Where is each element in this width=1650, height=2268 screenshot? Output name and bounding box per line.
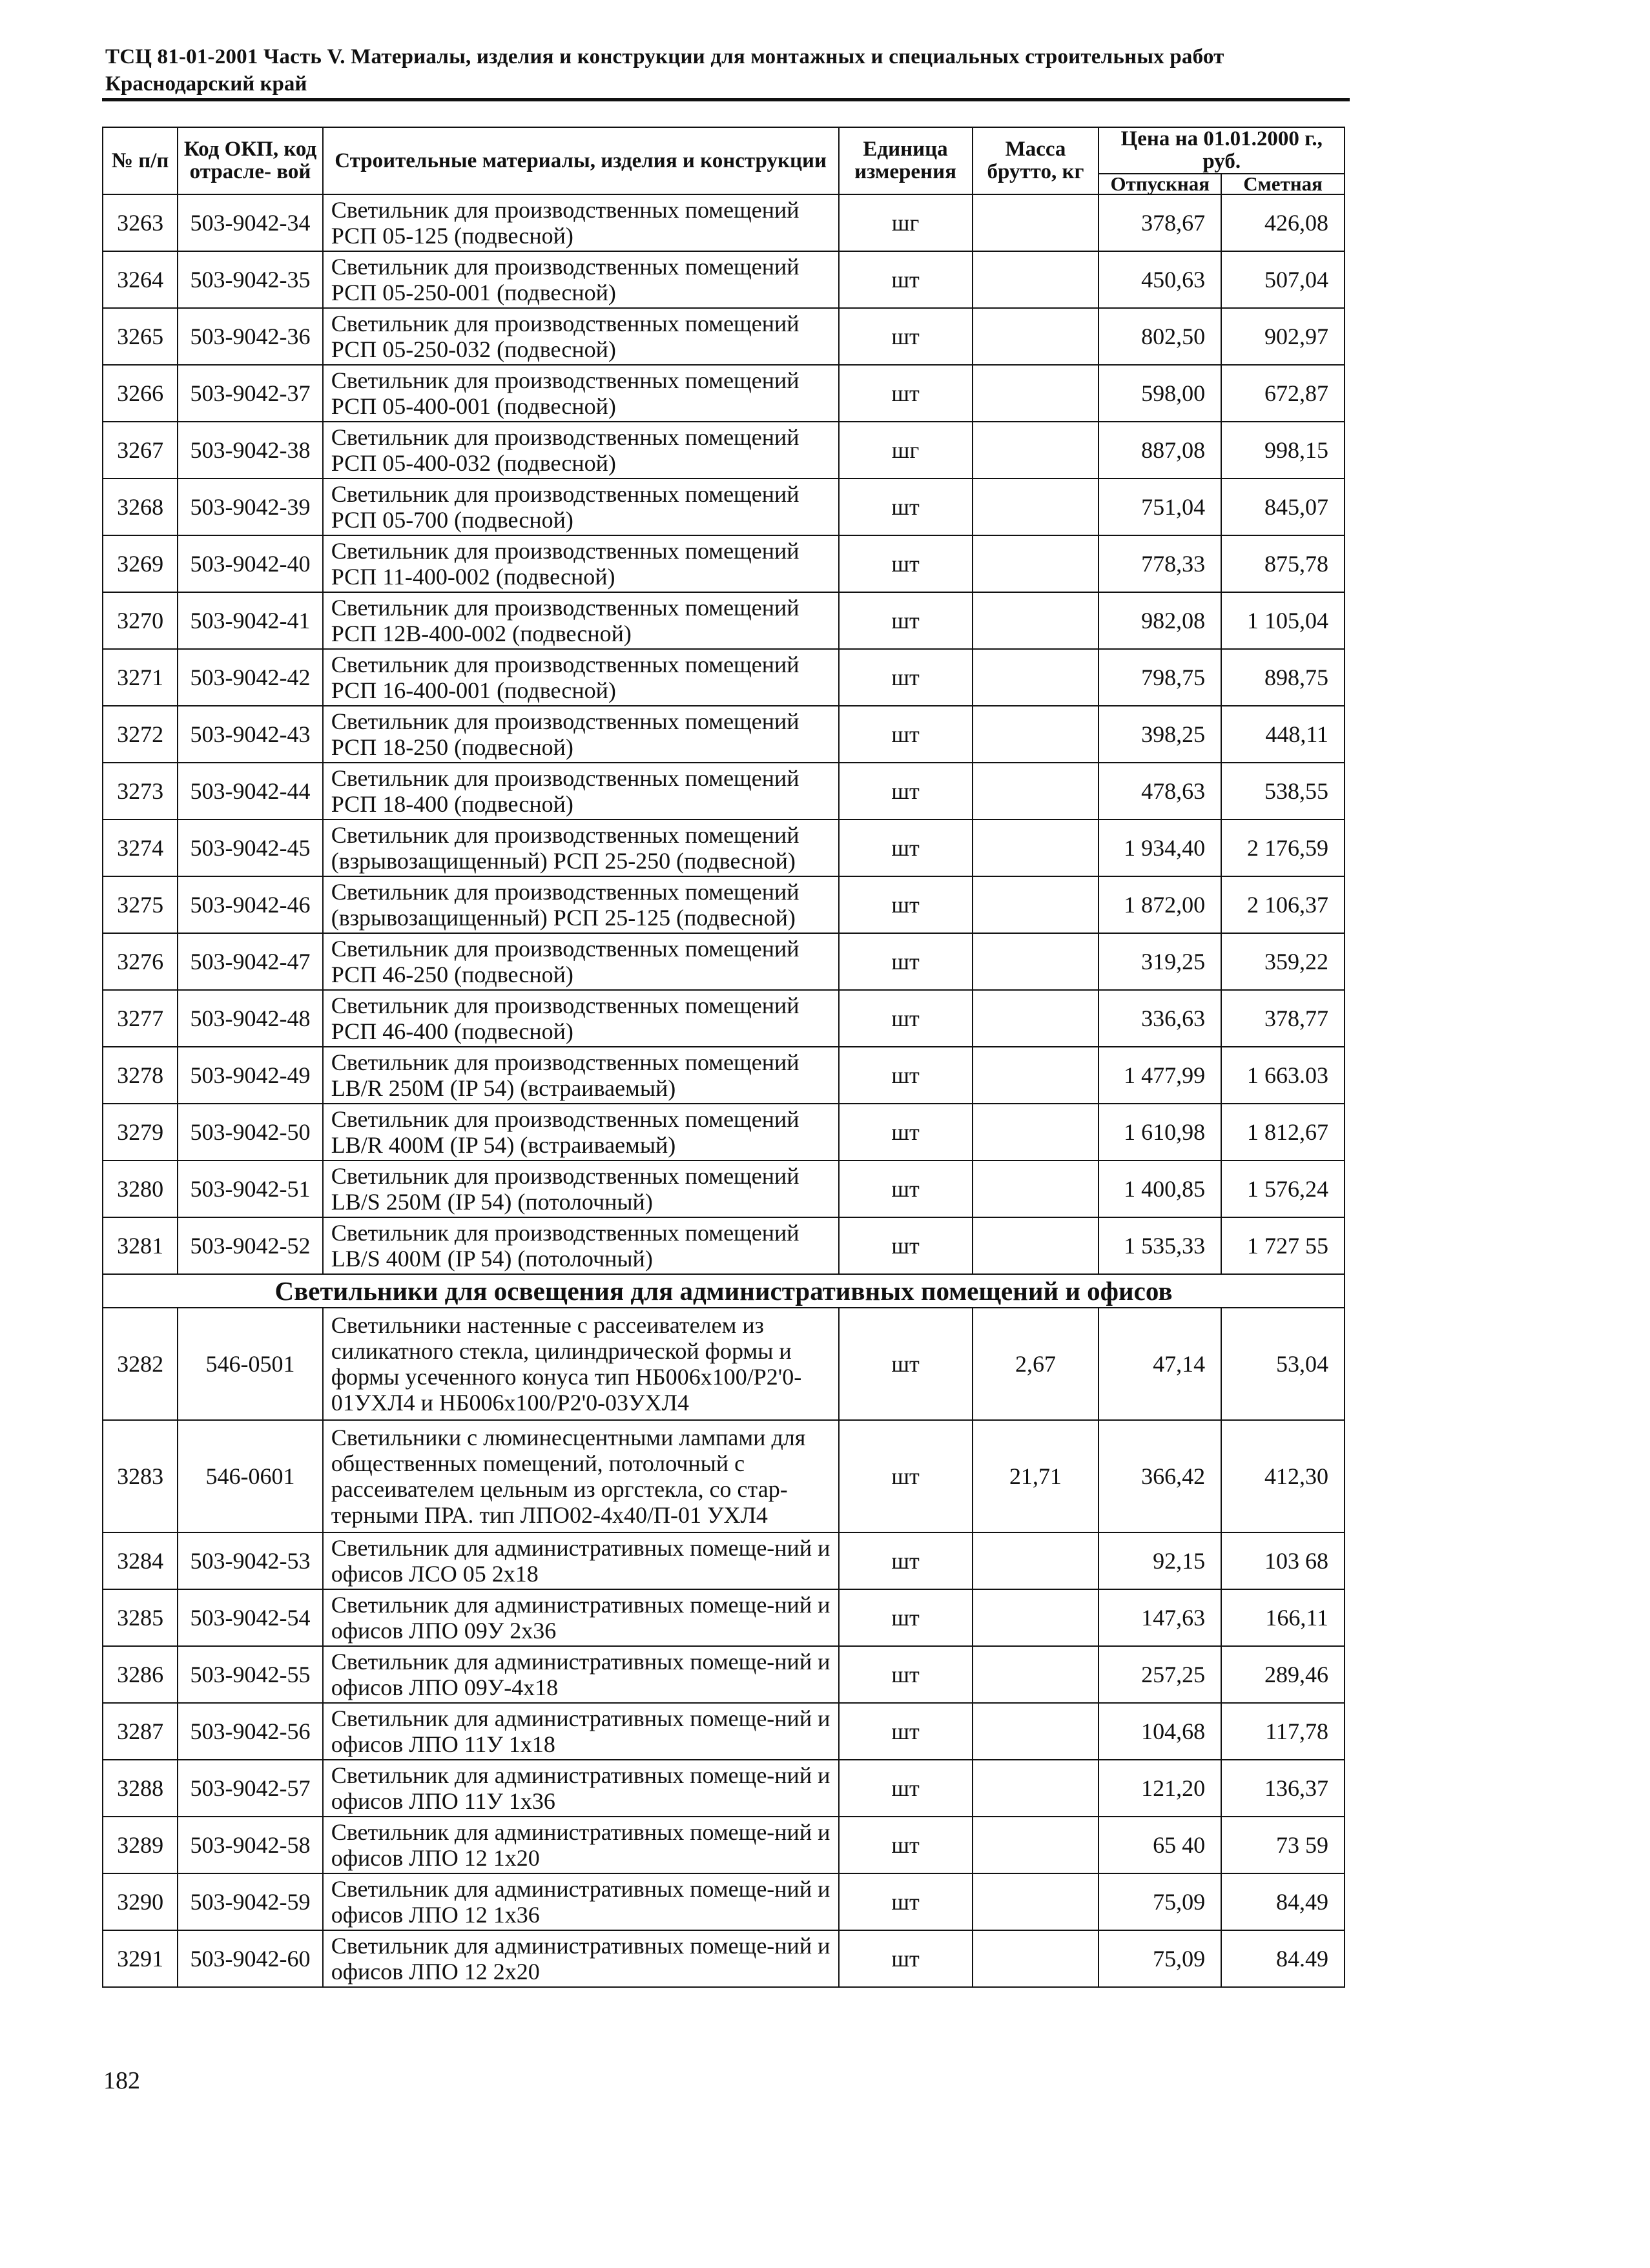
row-price-estimate-cell: 898,75 [1221, 649, 1345, 706]
row-name-cell: Светильники настенные с рассеивателем из силикатного стекла, цилиндрической формы и формы усеченного конуса тип НБ006х100/Р2'0-01УХЛ4 и НБ006х100/Р2'0-03УХЛ4 [323, 1308, 839, 1420]
row-number-cell: 3264 [103, 251, 178, 308]
row-name-cell: Светильник для производственных помещений РСП 16-400-001 (подвесной) [323, 649, 839, 706]
row-name-cell: Светильник для производственных помещений РСП 05-700 (подвесной) [323, 479, 839, 535]
row-unit-cell: шт [839, 1160, 973, 1217]
table-row [103, 1308, 1345, 1420]
row-mass-cell [973, 1817, 1099, 1873]
row-code-cell: 503-9042-55 [178, 1646, 322, 1703]
row-name-cell: Светильник для производственных помещений LB/S 250M (IP 54) (потолочный) [323, 1160, 839, 1217]
table-row [103, 194, 1345, 251]
table-row [103, 1217, 1345, 1274]
row-number-cell: 3291 [103, 1930, 178, 1987]
row-unit-cell: шт [839, 1703, 973, 1760]
row-code-cell: 503-9042-49 [178, 1047, 322, 1104]
running-header-region: Краснодарский край [105, 72, 307, 96]
table-body-office [103, 1308, 1345, 1987]
row-mass-cell [973, 365, 1099, 422]
row-mass-cell: 21,71 [973, 1420, 1099, 1532]
row-number-cell: 3269 [103, 535, 178, 592]
row-price-release-cell: 65 40 [1098, 1817, 1221, 1873]
row-unit-cell: шт [839, 990, 973, 1047]
row-price-estimate-cell: 103 68 [1221, 1532, 1345, 1589]
row-name-cell: Светильник для производственных помещений РСП 05-400-001 (подвесной) [323, 365, 839, 422]
row-mass-cell [973, 649, 1099, 706]
row-unit-cell: шт [839, 763, 973, 820]
row-price-release-cell: 75,09 [1098, 1930, 1221, 1987]
row-number-cell: 3278 [103, 1047, 178, 1104]
row-price-estimate-cell: 1 576,24 [1221, 1160, 1345, 1217]
row-code-cell: 503-9042-46 [178, 876, 322, 933]
row-price-estimate-cell: 84.49 [1221, 1930, 1345, 1987]
row-name-cell: Светильник для производственных помещений РСП 46-250 (подвесной) [323, 933, 839, 990]
row-mass-cell [973, 933, 1099, 990]
table-row [103, 1930, 1345, 1987]
table-row [103, 876, 1345, 933]
row-number-cell: 3284 [103, 1532, 178, 1589]
row-unit-cell: шт [839, 820, 973, 876]
row-number-cell: 3285 [103, 1589, 178, 1646]
row-price-estimate-cell: 289,46 [1221, 1646, 1345, 1703]
row-mass-cell [973, 592, 1099, 649]
row-code-cell: 503-9042-35 [178, 251, 322, 308]
row-unit-cell: шт [839, 1760, 973, 1817]
row-price-release-cell: 147,63 [1098, 1589, 1221, 1646]
row-code-cell: 546-0501 [178, 1308, 322, 1420]
row-price-estimate-cell: 1 663.03 [1221, 1047, 1345, 1104]
row-code-cell: 503-9042-53 [178, 1532, 322, 1589]
price-table [102, 127, 1345, 1988]
row-mass-cell [973, 1703, 1099, 1760]
row-number-cell: 3275 [103, 876, 178, 933]
row-number-cell: 3288 [103, 1760, 178, 1817]
row-unit-cell: шт [839, 1532, 973, 1589]
table-row [103, 1873, 1345, 1930]
row-code-cell: 503-9042-36 [178, 308, 322, 365]
row-price-estimate-cell: 53,04 [1221, 1308, 1345, 1420]
row-code-cell: 503-9042-43 [178, 706, 322, 763]
table-row [103, 990, 1345, 1047]
row-number-cell: 3270 [103, 592, 178, 649]
row-unit-cell: шт [839, 592, 973, 649]
row-code-cell: 503-9042-50 [178, 1104, 322, 1160]
row-unit-cell: шт [839, 535, 973, 592]
row-mass-cell [973, 535, 1099, 592]
row-unit-cell: шт [839, 1217, 973, 1274]
row-price-release-cell: 378,67 [1098, 194, 1221, 251]
row-name-cell: Светильник для административных помеще-ний и офисов ЛПО 12 1х20 [323, 1817, 839, 1873]
row-price-release-cell: 336,63 [1098, 990, 1221, 1047]
row-number-cell: 3267 [103, 422, 178, 479]
col-header-price-estimate: Сметная [1221, 174, 1345, 194]
row-price-release-cell: 887,08 [1098, 422, 1221, 479]
col-header-price: Цена на 01.01.2000 г., руб. [1098, 127, 1345, 174]
row-mass-cell [973, 1589, 1099, 1646]
row-code-cell: 503-9042-34 [178, 194, 322, 251]
row-mass-cell [973, 422, 1099, 479]
table-row [103, 479, 1345, 535]
row-price-release-cell: 366,42 [1098, 1420, 1221, 1532]
row-name-cell: Светильник для производственных помещений РСП 11-400-002 (подвесной) [323, 535, 839, 592]
row-unit-cell: шт [839, 933, 973, 990]
row-number-cell: 3272 [103, 706, 178, 763]
row-unit-cell: шт [839, 479, 973, 535]
table-row [103, 1160, 1345, 1217]
row-code-cell: 503-9042-54 [178, 1589, 322, 1646]
row-price-estimate-cell: 845,07 [1221, 479, 1345, 535]
row-number-cell: 3289 [103, 1817, 178, 1873]
row-name-cell: Светильник для административных помеще-ний и офисов ЛСО 05 2х18 [323, 1532, 839, 1589]
row-mass-cell [973, 1047, 1099, 1104]
row-code-cell: 503-9042-37 [178, 365, 322, 422]
table-row [103, 649, 1345, 706]
row-number-cell: 3282 [103, 1308, 178, 1420]
row-number-cell: 3287 [103, 1703, 178, 1760]
table-section [103, 1274, 1345, 1308]
row-price-estimate-cell: 426,08 [1221, 194, 1345, 251]
table-row [103, 1589, 1345, 1646]
row-number-cell: 3274 [103, 820, 178, 876]
col-header-num: № п/п [103, 127, 178, 194]
row-number-cell: 3266 [103, 365, 178, 422]
row-code-cell: 503-9042-42 [178, 649, 322, 706]
row-unit-cell: шт [839, 1047, 973, 1104]
row-code-cell: 503-9042-56 [178, 1703, 322, 1760]
row-number-cell: 3271 [103, 649, 178, 706]
section-title: Светильники для освещения для административных помещений и офисов [103, 1274, 1345, 1308]
row-name-cell: Светильник для производственных помещений РСП 05-400-032 (подвесной) [323, 422, 839, 479]
row-name-cell: Светильник для производственных помещений LB/R 250M (IP 54) (встраиваемый) [323, 1047, 839, 1104]
row-name-cell: Светильник для административных помеще-ний и офисов ЛПО 12 2х20 [323, 1930, 839, 1987]
row-name-cell: Светильник для производственных помещений LB/R 400M (IP 54) (встраиваемый) [323, 1104, 839, 1160]
row-number-cell: 3263 [103, 194, 178, 251]
row-unit-cell: шт [839, 1930, 973, 1987]
row-mass-cell [973, 763, 1099, 820]
row-price-estimate-cell: 136,37 [1221, 1760, 1345, 1817]
row-price-release-cell: 1 610,98 [1098, 1104, 1221, 1160]
row-code-cell: 503-9042-52 [178, 1217, 322, 1274]
table-row [103, 820, 1345, 876]
row-unit-cell: шт [839, 1104, 973, 1160]
row-code-cell: 503-9042-44 [178, 763, 322, 820]
row-number-cell: 3268 [103, 479, 178, 535]
row-price-estimate-cell: 2 176,59 [1221, 820, 1345, 876]
row-number-cell: 3286 [103, 1646, 178, 1703]
row-price-release-cell: 398,25 [1098, 706, 1221, 763]
row-price-estimate-cell: 1 105,04 [1221, 592, 1345, 649]
row-unit-cell: шт [839, 876, 973, 933]
row-number-cell: 3273 [103, 763, 178, 820]
row-price-estimate-cell: 166,11 [1221, 1589, 1345, 1646]
row-name-cell: Светильник для производственных помещений РСП 46-400 (подвесной) [323, 990, 839, 1047]
row-name-cell: Светильник для производственных помещений (взрывозащищенный) РСП 25-125 (подвесной) [323, 876, 839, 933]
row-price-release-cell: 751,04 [1098, 479, 1221, 535]
table-body-industrial [103, 194, 1345, 1274]
row-mass-cell [973, 1873, 1099, 1930]
row-price-release-cell: 257,25 [1098, 1646, 1221, 1703]
row-mass-cell: 2,67 [973, 1308, 1099, 1420]
row-price-estimate-cell: 538,55 [1221, 763, 1345, 820]
row-code-cell: 503-9042-40 [178, 535, 322, 592]
row-price-release-cell: 450,63 [1098, 251, 1221, 308]
row-price-release-cell: 1 477,99 [1098, 1047, 1221, 1104]
row-unit-cell: шт [839, 308, 973, 365]
row-mass-cell [973, 1104, 1099, 1160]
row-unit-cell: шт [839, 251, 973, 308]
col-header-price-release: Отпускная [1098, 174, 1221, 194]
row-price-release-cell: 92,15 [1098, 1532, 1221, 1589]
row-mass-cell [973, 876, 1099, 933]
table-row [103, 933, 1345, 990]
row-mass-cell [973, 308, 1099, 365]
row-number-cell: 3277 [103, 990, 178, 1047]
row-mass-cell [973, 990, 1099, 1047]
row-price-estimate-cell: 412,30 [1221, 1420, 1345, 1532]
row-price-estimate-cell: 1 812,67 [1221, 1104, 1345, 1160]
row-code-cell: 503-9042-39 [178, 479, 322, 535]
row-code-cell: 546-0601 [178, 1420, 322, 1532]
row-unit-cell: шт [839, 649, 973, 706]
row-code-cell: 503-9042-60 [178, 1930, 322, 1987]
row-mass-cell [973, 1217, 1099, 1274]
row-name-cell: Светильник для производственных помещений РСП 12В-400-002 (подвесной) [323, 592, 839, 649]
row-code-cell: 503-9042-59 [178, 1873, 322, 1930]
row-price-release-cell: 798,75 [1098, 649, 1221, 706]
running-header-title: ТСЦ 81-01-2001 Часть V. Материалы, изделия и конструкции для монтажных и специальных строительных работ [105, 45, 1224, 68]
row-code-cell: 503-9042-48 [178, 990, 322, 1047]
row-unit-cell: шт [839, 1646, 973, 1703]
row-mass-cell [973, 479, 1099, 535]
row-price-estimate-cell: 448,11 [1221, 706, 1345, 763]
row-mass-cell [973, 706, 1099, 763]
row-unit-cell: шг [839, 194, 973, 251]
page-number: 182 [103, 2067, 140, 2094]
row-price-release-cell: 1 535,33 [1098, 1217, 1221, 1274]
row-price-release-cell: 47,14 [1098, 1308, 1221, 1420]
row-price-release-cell: 75,09 [1098, 1873, 1221, 1930]
row-number-cell: 3290 [103, 1873, 178, 1930]
row-price-release-cell: 1 872,00 [1098, 876, 1221, 933]
table-row [103, 1532, 1345, 1589]
row-price-estimate-cell: 902,97 [1221, 308, 1345, 365]
table-row [103, 1760, 1345, 1817]
row-price-estimate-cell: 672,87 [1221, 365, 1345, 422]
row-unit-cell: шг [839, 422, 973, 479]
row-unit-cell: шт [839, 706, 973, 763]
row-name-cell: Светильник для производственных помещений РСП 18-400 (подвесной) [323, 763, 839, 820]
table-row [103, 535, 1345, 592]
row-mass-cell [973, 1930, 1099, 1987]
row-mass-cell [973, 1532, 1099, 1589]
row-code-cell: 503-9042-41 [178, 592, 322, 649]
row-number-cell: 3265 [103, 308, 178, 365]
row-mass-cell [973, 1760, 1099, 1817]
table-row [103, 763, 1345, 820]
row-name-cell: Светильник для производственных помещений РСП 05-250-001 (подвесной) [323, 251, 839, 308]
table-row [103, 422, 1345, 479]
row-price-release-cell: 104,68 [1098, 1703, 1221, 1760]
table-row [103, 706, 1345, 763]
row-name-cell: Светильник для административных помеще-ний и офисов ЛПО 09У-4х18 [323, 1646, 839, 1703]
row-mass-cell [973, 820, 1099, 876]
row-number-cell: 3280 [103, 1160, 178, 1217]
row-price-release-cell: 121,20 [1098, 1760, 1221, 1817]
row-unit-cell: шт [839, 365, 973, 422]
row-number-cell: 3281 [103, 1217, 178, 1274]
row-code-cell: 503-9042-57 [178, 1760, 322, 1817]
row-mass-cell [973, 1646, 1099, 1703]
table-row [103, 592, 1345, 649]
row-price-estimate-cell: 1 727 55 [1221, 1217, 1345, 1274]
row-price-release-cell: 1 934,40 [1098, 820, 1221, 876]
row-price-estimate-cell: 378,77 [1221, 990, 1345, 1047]
col-header-code: Код ОКП, код отрасле- вой [178, 127, 322, 194]
row-code-cell: 503-9042-38 [178, 422, 322, 479]
table-row [103, 1420, 1345, 1532]
row-price-estimate-cell: 73 59 [1221, 1817, 1345, 1873]
table-row [103, 1104, 1345, 1160]
row-unit-cell: шт [839, 1589, 973, 1646]
table-row [103, 1817, 1345, 1873]
row-name-cell: Светильник для административных помеще-ний и офисов ЛПО 12 1х36 [323, 1873, 839, 1930]
col-header-unit: Единица измерения [839, 127, 973, 194]
row-code-cell: 503-9042-47 [178, 933, 322, 990]
row-price-estimate-cell: 875,78 [1221, 535, 1345, 592]
row-name-cell: Светильник для производственных помещений РСП 18-250 (подвесной) [323, 706, 839, 763]
row-name-cell: Светильник для производственных помещений LB/S 400M (IP 54) (потолочный) [323, 1217, 839, 1274]
row-price-estimate-cell: 84,49 [1221, 1873, 1345, 1930]
table-row [103, 251, 1345, 308]
row-number-cell: 3283 [103, 1420, 178, 1532]
row-name-cell: Светильник для административных помеще-ний и офисов ЛПО 11У 1х36 [323, 1760, 839, 1817]
row-code-cell: 503-9042-45 [178, 820, 322, 876]
row-price-release-cell: 1 400,85 [1098, 1160, 1221, 1217]
row-mass-cell [973, 251, 1099, 308]
row-name-cell: Светильник для производственных помещений (взрывозащищенный) РСП 25-250 (подвесной) [323, 820, 839, 876]
row-code-cell: 503-9042-58 [178, 1817, 322, 1873]
table-row [103, 365, 1345, 422]
row-price-estimate-cell: 117,78 [1221, 1703, 1345, 1760]
row-price-release-cell: 598,00 [1098, 365, 1221, 422]
row-mass-cell [973, 194, 1099, 251]
table-row [103, 308, 1345, 365]
row-name-cell: Светильник для административных помеще-ний и офисов ЛПО 11У 1х18 [323, 1703, 839, 1760]
row-price-release-cell: 478,63 [1098, 763, 1221, 820]
row-price-release-cell: 982,08 [1098, 592, 1221, 649]
row-name-cell: Светильники с люминесцентными лампами для общественных помещений, потолочный с рассеивателем цельным из оргстекла, со стар-терными ПРА. тип ЛПО02-4х40/П-01 УХЛ4 [323, 1420, 839, 1532]
row-price-release-cell: 778,33 [1098, 535, 1221, 592]
row-price-estimate-cell: 507,04 [1221, 251, 1345, 308]
row-price-release-cell: 802,50 [1098, 308, 1221, 365]
row-code-cell: 503-9042-51 [178, 1160, 322, 1217]
row-mass-cell [973, 1160, 1099, 1217]
row-price-estimate-cell: 2 106,37 [1221, 876, 1345, 933]
table-row [103, 1646, 1345, 1703]
row-price-release-cell: 319,25 [1098, 933, 1221, 990]
row-number-cell: 3276 [103, 933, 178, 990]
header-rule [102, 98, 1350, 101]
row-unit-cell: шт [839, 1308, 973, 1420]
row-number-cell: 3279 [103, 1104, 178, 1160]
row-unit-cell: шт [839, 1817, 973, 1873]
row-price-estimate-cell: 998,15 [1221, 422, 1345, 479]
row-price-estimate-cell: 359,22 [1221, 933, 1345, 990]
row-name-cell: Светильник для производственных помещений РСП 05-125 (подвесной) [323, 194, 839, 251]
col-header-mass: Масса брутто, кг [973, 127, 1099, 194]
row-unit-cell: шт [839, 1420, 973, 1532]
col-header-name: Строительные материалы, изделия и конструкции [323, 127, 839, 194]
row-name-cell: Светильник для производственных помещений РСП 05-250-032 (подвесной) [323, 308, 839, 365]
table-row [103, 1703, 1345, 1760]
row-unit-cell: шт [839, 1873, 973, 1930]
row-name-cell: Светильник для административных помеще-ний и офисов ЛПО 09У 2х36 [323, 1589, 839, 1646]
table-row [103, 1047, 1345, 1104]
